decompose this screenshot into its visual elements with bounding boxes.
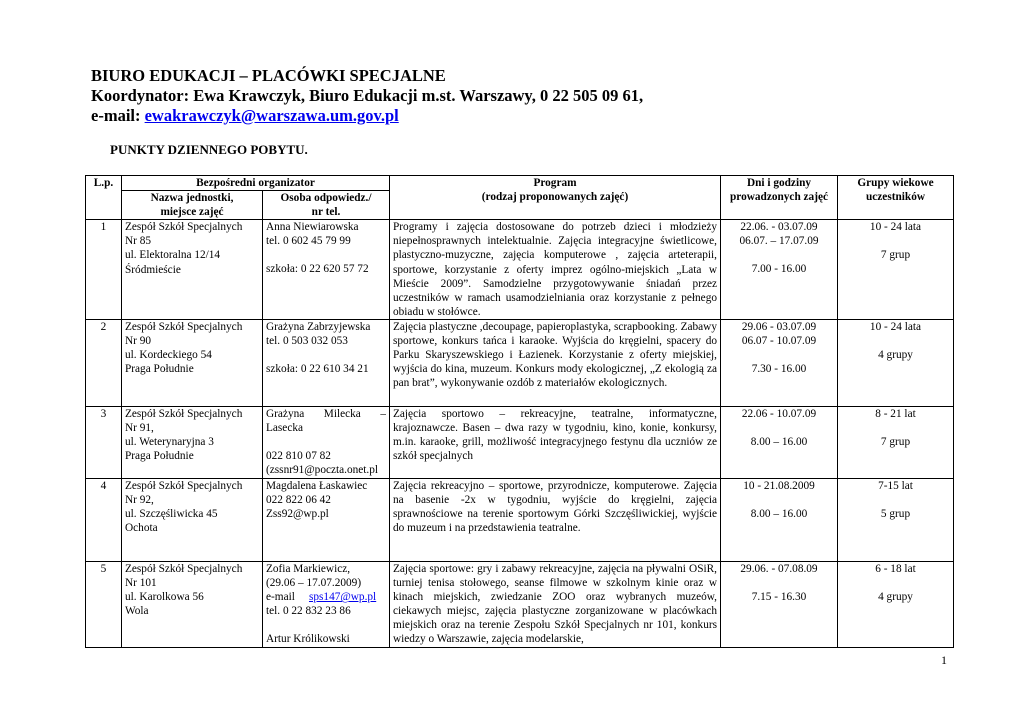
row-lp: 2	[86, 319, 122, 406]
row-lp: 3	[86, 406, 122, 478]
row-groups: 6 - 18 lat 4 grupy	[838, 561, 954, 647]
document-header	[91, 66, 643, 126]
row-program: Zajęcia sportowe: gry i zabawy rekreacyjne, zajęcia na pływalni OSiR, turniej tenisa stołowego, seanse filmowe w szkolnym kinie oraz w kinach miejskich, zwiedzanie ZOO oraz wybranych muzeów, ciekawych miejsc, zajęcia plastyczne zorganizowane w placówkach miejskich oraz na terenie Zespołu Szkół Specjalnych nr 101, konkurs wiedzy o Warszawie, zajęcia modelarskie,	[390, 561, 721, 647]
row-program: Zajęcia rekreacyjno – sportowe, przyrodnicze, komputerowe. Zajęcia na basenie -2x w tygodniu, wyjście do kręgielni, zajęcia sprawnościowe na terenie sportowym Górki Szczęśliwickiej, wyjście do muzeum i na przedstawienia teatralne.	[390, 478, 721, 561]
header-days: Dni i godziny prowadzonych zajęć	[721, 176, 838, 220]
header-person: Osoba odpowiedz./ nr tel.	[263, 191, 390, 220]
row-program: Zajęcia sportowo – rekreacyjne, teatralne, informatyczne, krajoznawcze. Basen – dwa razy w tygodniu, kino, konie, konkursy, m.in. karaoke, grill, możliwość integracyjnego festynu dla uczniów ze szkół specjalnych	[390, 406, 721, 478]
row-unit: Zespół Szkół Specjalnych Nr 90 ul. Kordeckiego 54 Praga Południe	[122, 319, 263, 406]
row-lp: 5	[86, 561, 122, 647]
row-groups: 7-15 lat 5 grup	[838, 478, 954, 561]
row-groups: 8 - 21 lat 7 grup	[838, 406, 954, 478]
row-program: Programy i zajęcia dostosowane do potrzeb dzieci i młodzieży niepełnosprawnych intelektualnie. Zajęcia integracyjne świetlicowe, plastyczno-muzyczne, zajęcia komputerowe , zajęcia arteterapii, sportowe, korzystanie z oferty imprez ogólno-miejskich „Lata w Mieście 2009”. Samodzielne przygotowywanie śniadań przez uczestników w ramach usamodzielniania oraz korzystanie z pełnego obiadu w stołówce.	[390, 220, 721, 320]
row-person: Zofia Markiewicz, (29.06 – 17.07.2009) e-mail sps147@wp.pl tel. 0 22 832 23 86 Artur Królikowski	[263, 561, 390, 647]
row-days: 29.06 - 03.07.09 06.07 - 10.07.09 7.30 - 16.00	[721, 319, 838, 406]
coordinator-email-link[interactable]: ewakrawczyk@warszawa.um.gov.pl	[144, 106, 399, 125]
table-row	[86, 406, 954, 478]
row-person: Magdalena Łaskawiec 022 822 06 42 Zss92@wp.pl	[263, 478, 390, 561]
header-coordinator: Koordynator: Ewa Krawczyk, Biuro Edukacji m.st. Warszawy, 0 22 505 09 61,	[91, 86, 644, 105]
row-person: Grażyna Zabrzyjewska tel. 0 503 032 053 szkoła: 0 22 610 34 21	[263, 319, 390, 406]
header-program: Program (rodzaj proponowanych zajęć)	[390, 176, 721, 220]
header-title: BIURO EDUKACJI – PLACÓWKI SPECJALNE	[91, 66, 446, 85]
table-row	[86, 319, 954, 406]
row-unit: Zespół Szkół Specjalnych Nr 101 ul. Karolkowa 56 Wola	[122, 561, 263, 647]
row-person: Anna Niewiarowska tel. 0 602 45 79 99 szkoła: 0 22 620 57 72	[263, 220, 390, 320]
page-number: 1	[941, 653, 947, 667]
sps147-email-link[interactable]: sps147@wp.pl	[308, 591, 377, 604]
header-lp: L.p.	[86, 176, 122, 220]
row-lp: 4	[86, 478, 122, 561]
header-email-line	[91, 106, 643, 126]
row-person: Grażyna Milecka – Lasecka 022 810 07 82 (zssnr91@poczta.onet.pl	[263, 406, 390, 478]
header-groups: Grupy wiekowe uczestników	[838, 176, 954, 220]
section-subtitle: PUNKTY DZIENNEGO POBYTU.	[110, 142, 308, 157]
table-row	[86, 561, 954, 647]
row-lp: 1	[86, 220, 122, 320]
row-unit: Zespół Szkół Specjalnych Nr 92, ul. Szczęśliwicka 45 Ochota	[122, 478, 263, 561]
row-unit: Zespół Szkół Specjalnych Nr 91, ul. Weterynaryjna 3 Praga Południe	[122, 406, 263, 478]
table-row	[86, 220, 954, 320]
row-days: 10 - 21.08.2009 8.00 – 16.00	[721, 478, 838, 561]
row-days: 29.06. - 07.08.09 7.15 - 16.30	[721, 561, 838, 647]
row-groups: 10 - 24 lata 7 grup	[838, 220, 954, 320]
table-row	[86, 478, 954, 561]
header-unit: Nazwa jednostki, miejsce zajęć	[122, 191, 263, 220]
row-groups: 10 - 24 lata 4 grupy	[838, 319, 954, 406]
row-days: 22.06 - 10.07.09 8.00 – 16.00	[721, 406, 838, 478]
header-organizer: Bezpośredni organizator	[122, 176, 390, 191]
row-program: Zajęcia plastyczne ,decoupage, papieroplastyka, scrapbooking. Zabawy sportowe, konkurs tańca i karaoke. Wyjścia do kręgielni, spacery do Parku Skaryszewskiego i Łazienek. Korzystanie z oferty miejskiej, wyjścia do kina, muzeum. Konkurs mody ekologicznej, „Z ekologią za pan brat”, wykonywanie ozdób z materiałów ekologicznych.	[390, 319, 721, 406]
email-prefix: e-mail:	[91, 106, 145, 125]
row-days: 22.06. - 03.07.09 06.07. – 17.07.09 7.00 - 16.00	[721, 220, 838, 320]
schedule-table	[85, 175, 954, 648]
row-unit: Zespół Szkół Specjalnych Nr 85 ul. Elektoralna 12/14 Śródmieście	[122, 220, 263, 320]
